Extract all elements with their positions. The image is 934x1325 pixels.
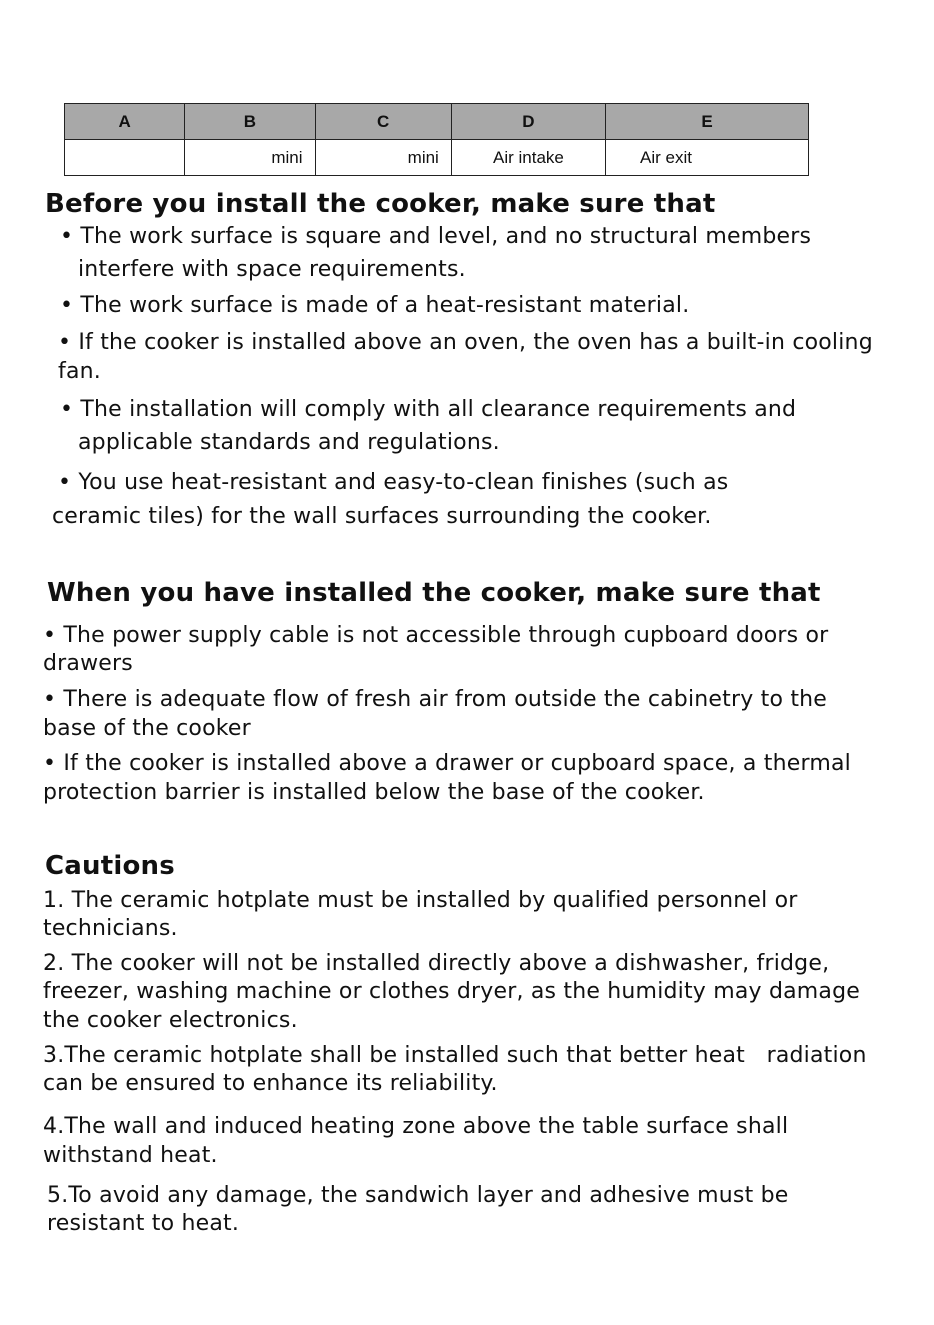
- caution-line: withstand heat.: [43, 1143, 218, 1168]
- after-line: base of the cooker: [43, 716, 251, 741]
- before-heading: Before you install the cooker, make sure that: [45, 189, 716, 219]
- caution-line: 2. The cooker will not be installed directly above a dishwasher, fridge,: [43, 951, 830, 976]
- before-line: • The work surface is made of a heat-resistant material.: [60, 293, 690, 318]
- before-line: ceramic tiles) for the wall surfaces surrounding the cooker.: [52, 504, 712, 529]
- caution-line: 4.The wall and induced heating zone above the table surface shall: [43, 1114, 789, 1139]
- after-line: • There is adequate flow of fresh air from outside the cabinetry to the: [43, 687, 828, 712]
- caution-line: the cooker electronics.: [43, 1008, 298, 1033]
- after-line: • The power supply cable is not accessible through cupboard doors or: [43, 623, 829, 648]
- before-line: interfere with space requirements.: [78, 257, 466, 282]
- col-header-b: B: [185, 104, 315, 140]
- caution-line: resistant to heat.: [47, 1211, 240, 1236]
- cell-a: [65, 140, 185, 176]
- table-row: [65, 140, 809, 176]
- before-line: • The installation will comply with all clearance requirements and: [60, 397, 797, 422]
- caution-line: freezer, washing machine or clothes dryer, as the humidity may damage: [43, 979, 861, 1004]
- cell-c: mini: [315, 140, 451, 176]
- before-line: • You use heat-resistant and easy-to-clean finishes (such as: [58, 470, 729, 495]
- col-header-a: A: [65, 104, 185, 140]
- caution-line: 5.To avoid any damage, the sandwich layer and adhesive must be: [47, 1183, 789, 1208]
- cell-e: Air exit: [606, 140, 809, 176]
- after-line: drawers: [43, 651, 133, 676]
- caution-line: technicians.: [43, 916, 178, 941]
- before-line: applicable standards and regulations.: [78, 430, 500, 455]
- caution-line: 1. The ceramic hotplate must be installed by qualified personnel or: [43, 888, 798, 913]
- dimension-table: [64, 103, 809, 176]
- after-line: • If the cooker is installed above a drawer or cupboard space, a thermal: [43, 751, 851, 776]
- col-header-d: D: [451, 104, 605, 140]
- after-heading: When you have installed the cooker, make sure that: [47, 578, 821, 608]
- cell-b: mini: [185, 140, 315, 176]
- caution-line: 3.The ceramic hotplate shall be installed such that better heat radiation: [43, 1043, 867, 1068]
- before-line: fan.: [58, 359, 101, 384]
- after-line: protection barrier is installed below the base of the cooker.: [43, 780, 705, 805]
- table-header-row: [65, 104, 809, 140]
- caution-line: can be ensured to enhance its reliability.: [43, 1071, 498, 1096]
- before-line: • If the cooker is installed above an oven, the oven has a built-in cooling: [58, 330, 873, 355]
- before-line: • The work surface is square and level, and no structural members: [60, 224, 812, 249]
- cell-d: Air intake: [451, 140, 605, 176]
- col-header-c: C: [315, 104, 451, 140]
- cautions-heading: Cautions: [45, 851, 175, 881]
- col-header-e: E: [606, 104, 809, 140]
